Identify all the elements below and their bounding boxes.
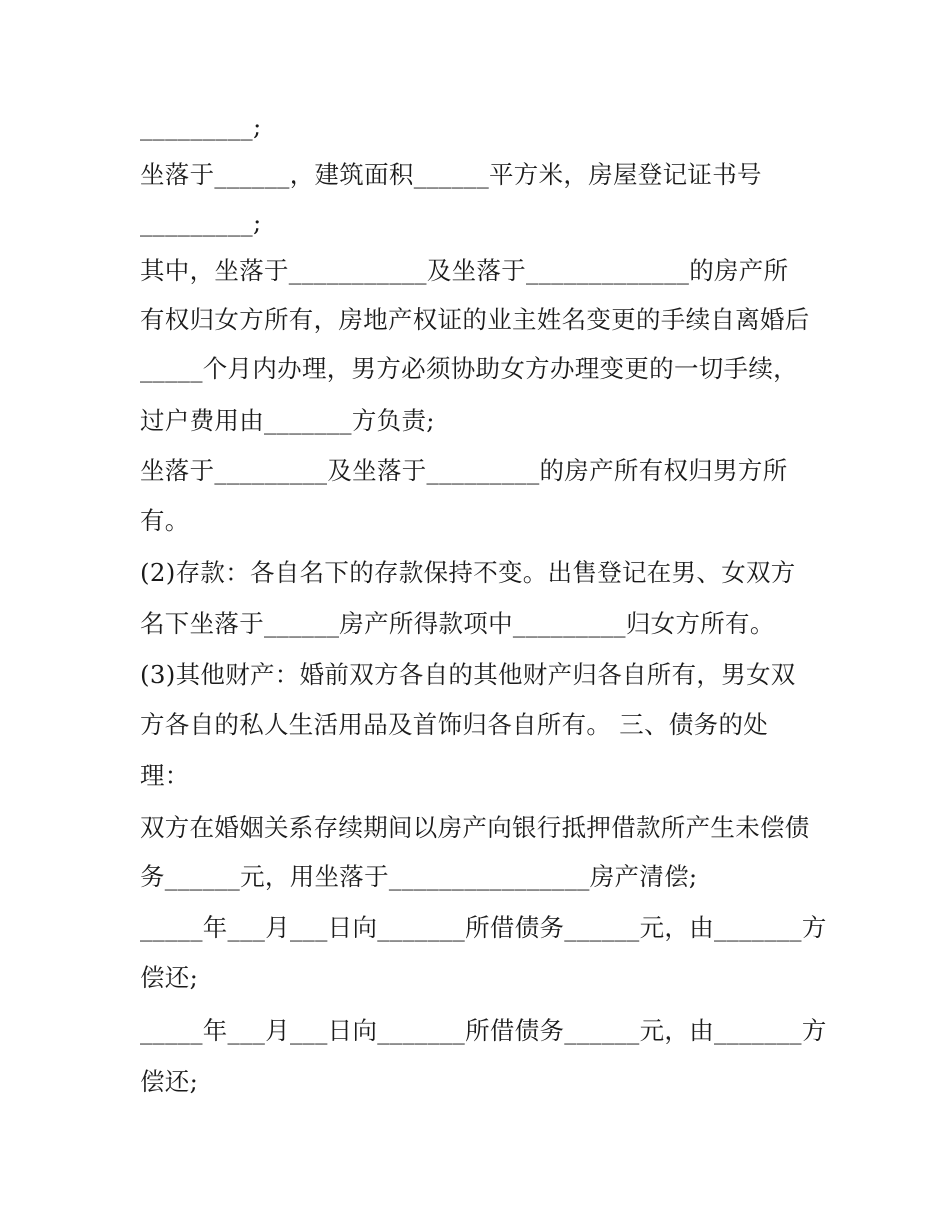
text-line: _____个月内办理，男方必须协助女方办理变更的一切手续， xyxy=(140,354,798,383)
text-line: _____年___月___日向_______所借债务______元，由_______方 xyxy=(140,1016,827,1045)
text-line: 其中，坐落于___________及坐落于_____________的房产所 xyxy=(140,256,789,285)
text-line: 有。 xyxy=(140,506,190,535)
text-line: 名下坐落于______房产所得款项中_________归女方所有。 xyxy=(140,609,775,638)
text-line: _________; xyxy=(140,112,262,141)
text-line: (3)其他财产：婚前双方各自的其他财产归各自所有，男女双 xyxy=(140,660,796,689)
text-line: 偿还; xyxy=(140,1067,199,1096)
text-line: _________; xyxy=(140,208,262,237)
text-line: 过户费用由_______方负责; xyxy=(140,406,435,435)
text-line: 理： xyxy=(140,761,190,790)
text-line: 有权归女方所有，房地产权证的业主姓名变更的手续自离婚后 xyxy=(140,305,810,334)
text-line: 坐落于_________及坐落于_________的房产所有权归男方所 xyxy=(140,456,788,485)
text-line: 偿还; xyxy=(140,963,199,992)
text-line: 坐落于______，建筑面积______平方米，房屋登记证书号 xyxy=(140,160,762,189)
text-line: 方各自的私人生活用品及首饰归各自所有。 三、债务的处 xyxy=(140,710,769,739)
text-line: (2)存款：各自名下的存款保持不变。出售登记在男、女双方 xyxy=(140,558,796,587)
text-line: 双方在婚姻关系存续期间以房产向银行抵押借款所产生未偿债 xyxy=(140,813,810,842)
text-line: 务______元，用坐落于________________房产清偿; xyxy=(140,862,698,891)
text-line: _____年___月___日向_______所借债务______元，由_______方 xyxy=(140,913,827,942)
